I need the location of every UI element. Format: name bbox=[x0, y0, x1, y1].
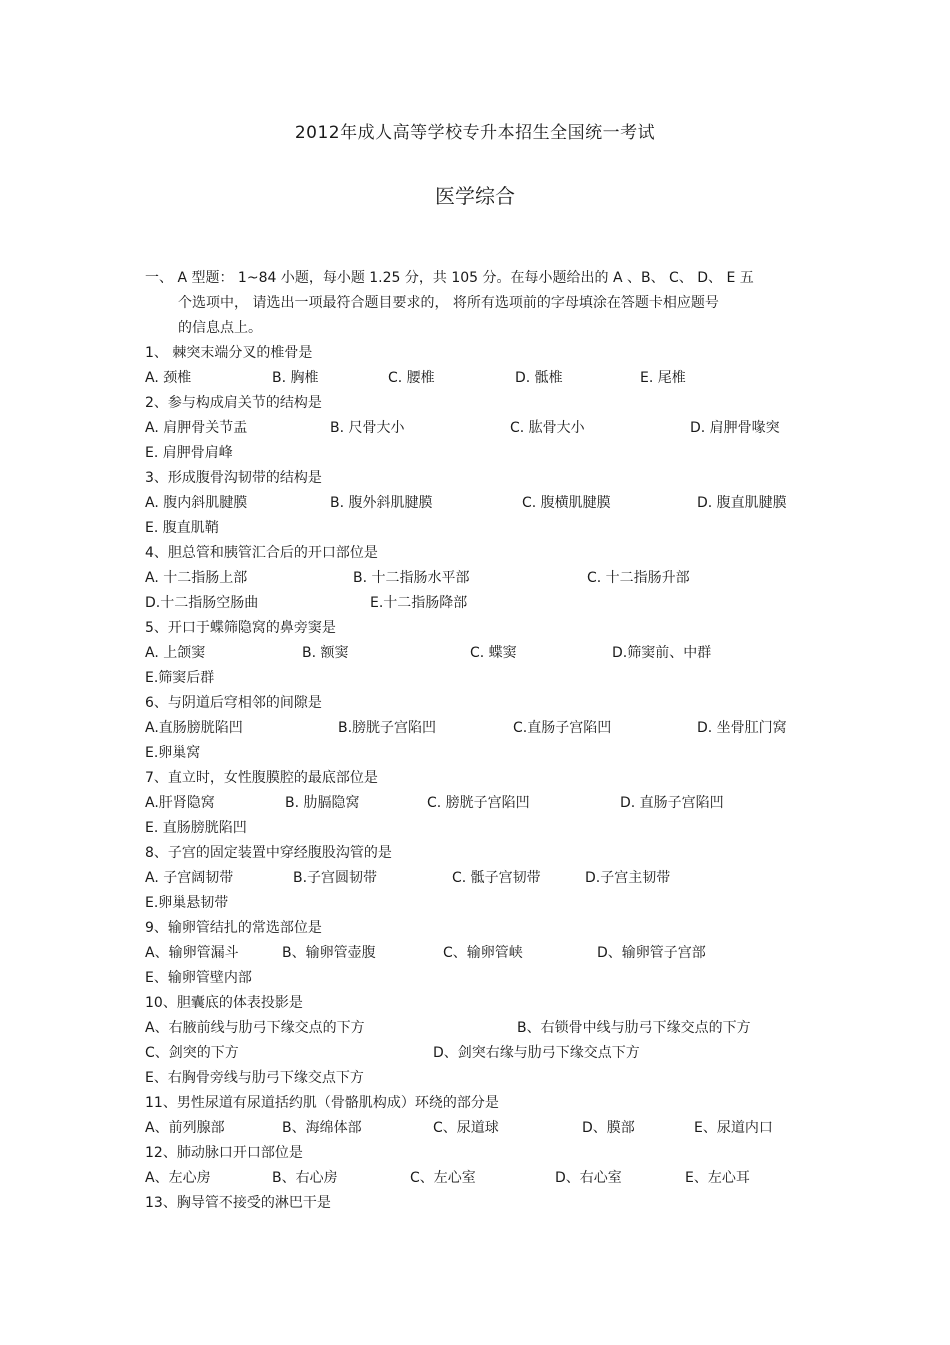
option-b: B、右锁骨中线与肋弓下缘交点的下方 bbox=[517, 1020, 751, 1036]
option-a: A. 肩胛骨关节盂 bbox=[145, 420, 248, 436]
option-c: C、输卵管峡 bbox=[443, 945, 523, 961]
document-title: 2012年成人高等学校专升本招生全国统一考试 bbox=[294, 123, 656, 143]
option-d: D.十二指肠空肠曲 bbox=[145, 595, 259, 611]
option-a: A、前列腺部 bbox=[145, 1120, 225, 1136]
section-instruction-line-2: 个选项中， 请选出一项最符合题目要求的， 将所有选项前的字母填涂在答题卡相应题号 bbox=[178, 295, 719, 311]
option-a: A、左心房 bbox=[145, 1170, 211, 1186]
option-a: A.直肠膀胱陷凹 bbox=[145, 720, 243, 736]
option-c: C. 十二指肠升部 bbox=[587, 570, 690, 586]
option-e: E.卵巢悬韧带 bbox=[145, 895, 229, 911]
document-subtitle: 医学综合 bbox=[435, 184, 515, 208]
option-e: E. 直肠膀胱陷凹 bbox=[145, 820, 247, 836]
section-instruction-line-1: 一、 A 型题： 1~84 小题，每小题 1.25 分，共 105 分。在每小题给出的 A 、B、 C、 D、 E 五 bbox=[145, 270, 754, 286]
option-e: E. 尾椎 bbox=[640, 370, 686, 386]
option-c: C. 腰椎 bbox=[388, 370, 435, 386]
option-d: D、剑突右缘与肋弓下缘交点下方 bbox=[433, 1045, 640, 1061]
option-e: E、左心耳 bbox=[685, 1170, 750, 1186]
option-c: C、剑突的下方 bbox=[145, 1045, 239, 1061]
option-d: D. 坐骨肛门窝 bbox=[697, 720, 787, 736]
option-a: A. 十二指肠上部 bbox=[145, 570, 248, 586]
option-a: A. 子宫阔韧带 bbox=[145, 870, 234, 886]
option-e: E.筛窦后群 bbox=[145, 670, 215, 686]
option-b: B、输卵管壶腹 bbox=[282, 945, 376, 961]
option-b: B. 额窦 bbox=[302, 645, 349, 661]
option-a: A、右腋前线与肋弓下缘交点的下方 bbox=[145, 1020, 365, 1036]
question-stem: 11、男性尿道有尿道括约肌（骨骼肌构成）环绕的部分是 bbox=[145, 1095, 499, 1111]
option-e: E、输卵管壁内部 bbox=[145, 970, 252, 986]
option-b: B、海绵体部 bbox=[282, 1120, 362, 1136]
question-stem: 2、参与构成肩关节的结构是 bbox=[145, 395, 322, 411]
option-d: D.筛窦前、中群 bbox=[612, 645, 712, 661]
option-d: D、输卵管子宫部 bbox=[597, 945, 706, 961]
option-a: A. 颈椎 bbox=[145, 370, 192, 386]
option-b: B. 肋膈隐窝 bbox=[285, 795, 360, 811]
question-stem: 9、输卵管结扎的常选部位是 bbox=[145, 920, 322, 936]
option-c: C、尿道球 bbox=[433, 1120, 499, 1136]
option-c: C. 膀胱子宫陷凹 bbox=[427, 795, 530, 811]
option-b: B.子宫圆韧带 bbox=[293, 870, 378, 886]
option-a: A、输卵管漏斗 bbox=[145, 945, 239, 961]
option-b: B. 胸椎 bbox=[272, 370, 319, 386]
option-c: C. 骶子宫韧带 bbox=[452, 870, 541, 886]
section-instruction-line-3: 的信息点上。 bbox=[178, 320, 262, 336]
option-d: D. 骶椎 bbox=[515, 370, 563, 386]
question-stem: 4、胆总管和胰管汇合后的开口部位是 bbox=[145, 545, 378, 561]
question-stem: 13、胸导管不接受的淋巴干是 bbox=[145, 1195, 331, 1211]
option-d: D、膜部 bbox=[582, 1120, 635, 1136]
option-e: E、右胸骨旁线与肋弓下缘交点下方 bbox=[145, 1070, 364, 1086]
option-c: C.直肠子宫陷凹 bbox=[513, 720, 612, 736]
option-d: D、右心室 bbox=[555, 1170, 622, 1186]
option-e: E.卵巢窝 bbox=[145, 745, 201, 761]
option-e: E. 腹直肌鞘 bbox=[145, 520, 219, 536]
question-stem: 10、胆囊底的体表投影是 bbox=[145, 995, 303, 1011]
option-e: E. 肩胛骨肩峰 bbox=[145, 445, 233, 461]
option-d: D.子宫主韧带 bbox=[585, 870, 671, 886]
question-stem: 7、直立时，女性腹膜腔的最底部位是 bbox=[145, 770, 378, 786]
option-d: D. 直肠子宫陷凹 bbox=[620, 795, 724, 811]
option-a: A.肝肾隐窝 bbox=[145, 795, 215, 811]
option-e: E、尿道内口 bbox=[694, 1120, 773, 1136]
option-a: A. 上颌窦 bbox=[145, 645, 206, 661]
option-e: E.十二指肠降部 bbox=[370, 595, 468, 611]
question-stem: 3、形成腹骨沟韧带的结构是 bbox=[145, 470, 322, 486]
option-c: C、左心室 bbox=[410, 1170, 476, 1186]
question-stem: 1、 棘突末端分叉的椎骨是 bbox=[145, 345, 313, 361]
option-c: C. 腹横肌腱膜 bbox=[522, 495, 611, 511]
option-b: B.膀胱子宫陷凹 bbox=[338, 720, 437, 736]
option-b: B、右心房 bbox=[272, 1170, 338, 1186]
option-c: C. 肱骨大小 bbox=[510, 420, 585, 436]
question-stem: 8、子宫的固定装置中穿经腹股沟管的是 bbox=[145, 845, 392, 861]
option-b: B. 十二指肠水平部 bbox=[353, 570, 470, 586]
question-stem: 12、肺动脉口开口部位是 bbox=[145, 1145, 303, 1161]
question-stem: 6、与阴道后穹相邻的间隙是 bbox=[145, 695, 322, 711]
question-stem: 5、开口于蝶筛隐窝的鼻旁窦是 bbox=[145, 620, 336, 636]
option-b: B. 尺骨大小 bbox=[330, 420, 405, 436]
option-d: D. 肩胛骨喙突 bbox=[690, 420, 780, 436]
option-a: A. 腹内斜肌腱膜 bbox=[145, 495, 248, 511]
option-c: C. 蝶窦 bbox=[470, 645, 517, 661]
option-d: D. 腹直肌腱膜 bbox=[697, 495, 787, 511]
option-b: B. 腹外斜肌腱膜 bbox=[330, 495, 433, 511]
